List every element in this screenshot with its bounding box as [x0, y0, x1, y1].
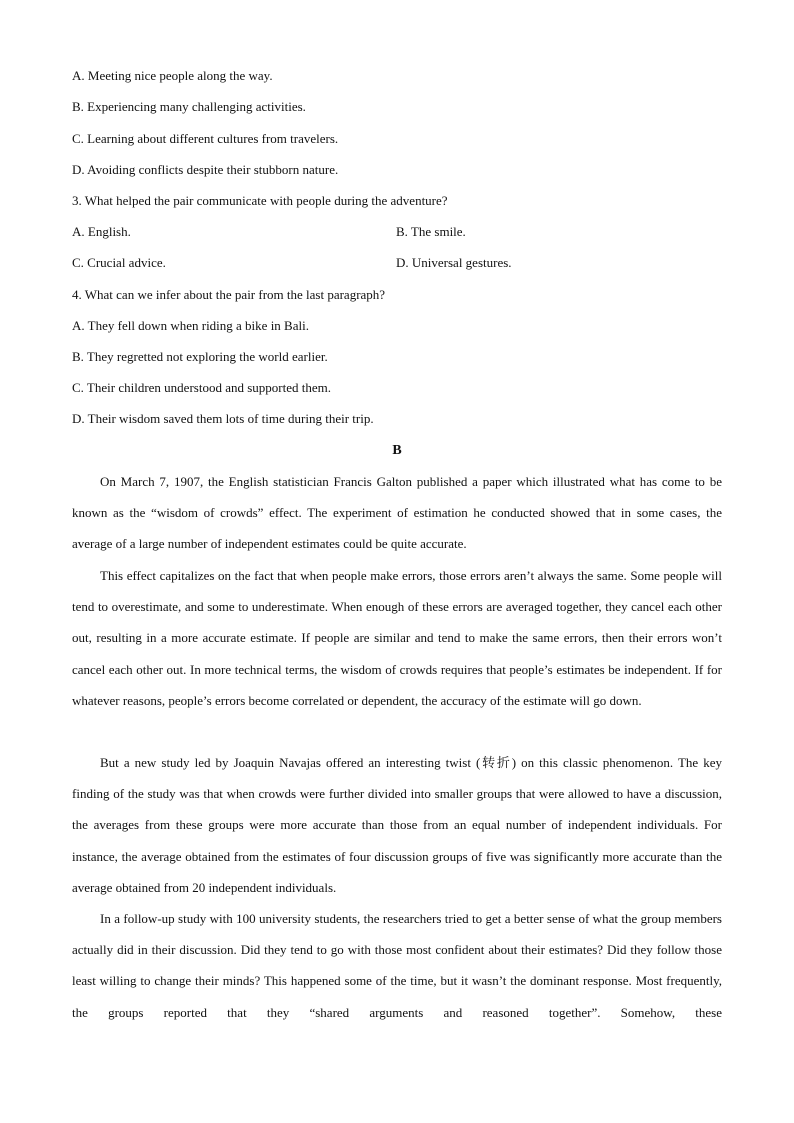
- section-b-heading: B: [392, 443, 402, 458]
- q3-option-c: C. Crucial advice.: [72, 255, 166, 270]
- q3-option-a: A. English.: [72, 224, 131, 239]
- q3-option-b: B. The smile.: [396, 224, 466, 239]
- q3-option-d: D. Universal gestures.: [396, 255, 512, 270]
- passage-paragraph-1: On March 7, 1907, the English statistician Francis Galton published a paper which illustrated what has come to be known as the “wisdom of crowds” effect. The experiment of estimation he conducted showed that in some cases, the average of a large number of independent estimates could be quite accurate.: [72, 474, 722, 552]
- q4-option-b: B. They regretted not exploring the world earlier.: [72, 349, 328, 364]
- q3-question: 3. What helped the pair communicate with people during the adventure?: [72, 193, 448, 208]
- passage-paragraph-2: This effect capitalizes on the fact that when people make errors, those errors aren’t always the same. Some people will tend to overestimate, and some to underestimate. When enough of these errors are averaged together, they cancel each other out, resulting in a more accurate estimate. If people are similar and tend to make the same errors, then their errors won’t cancel each other out. In more technical terms, the wisdom of crowds requires that people’s estimates be independent. If for whatever reasons, people’s errors become correlated or dependent, the accuracy of the estimate will go down.: [72, 568, 722, 708]
- q2-option-d: D. Avoiding conflicts despite their stubborn nature.: [72, 162, 339, 177]
- q2-option-a: A. Meeting nice people along the way.: [72, 68, 273, 83]
- q2-option-b: B. Experiencing many challenging activities.: [72, 99, 306, 114]
- q4-option-c: C. Their children understood and supported them.: [72, 380, 331, 395]
- passage-paragraph-3: But a new study led by Joaquin Navajas offered an interesting twist (转折) on this classic phenomenon. The key finding of the study was that when crowds were further divided into smaller groups that were allowed to have a discussion, the averages from these groups were more accurate than those from an equal number of independent individuals. For instance, the average obtained from the estimates of four discussion groups of five was significantly more accurate than the average obtained from 20 independent individuals.: [72, 755, 722, 895]
- passage-paragraph-4: In a follow-up study with 100 university students, the researchers tried to get a better sense of what the group members actually did in their discussion. Did they tend to go with those most confident about their estimates? Did they follow those least willing to change their minds? This happened some of the time, but it wasn’t the dominant response. Most frequently, the groups reported that they “shared arguments and reasoned together”. Somehow, these: [72, 911, 722, 1020]
- q4-question: 4. What can we infer about the pair from the last paragraph?: [72, 287, 386, 302]
- q2-option-c: C. Learning about different cultures from travelers.: [72, 131, 339, 146]
- q4-option-a: A. They fell down when riding a bike in Bali.: [72, 318, 309, 333]
- q4-option-d: D. Their wisdom saved them lots of time during their trip.: [72, 411, 374, 426]
